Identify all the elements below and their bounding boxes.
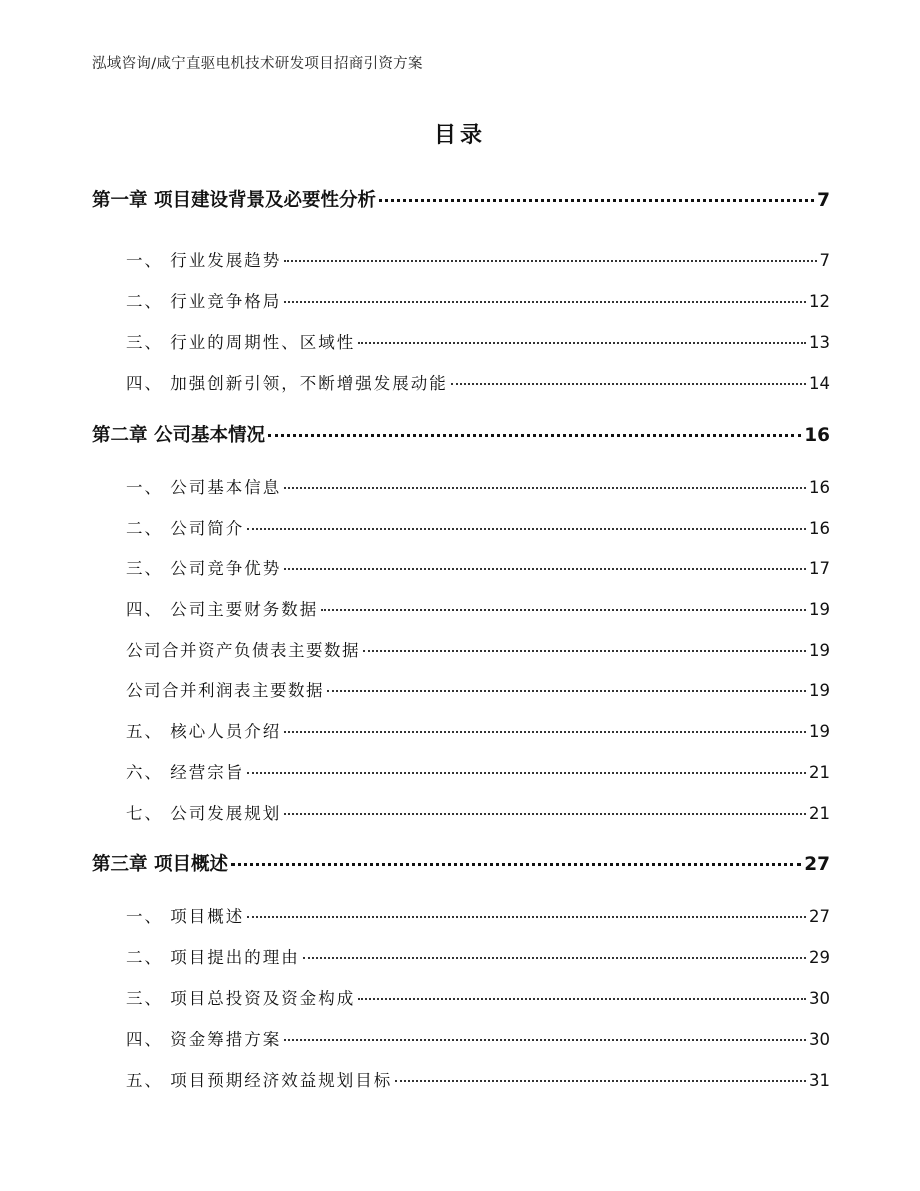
toc-page-number: 19: [809, 641, 830, 660]
toc-section-entry[interactable]: [126, 329, 830, 353]
dot-leader: [327, 690, 806, 692]
toc-entry-label: 三、 项目总投资及资金构成: [126, 989, 356, 1008]
toc-section-entry[interactable]: [126, 474, 830, 498]
dot-leader: [358, 998, 806, 1000]
toc-section-entry[interactable]: [126, 637, 830, 661]
toc-page-number: 30: [809, 1030, 830, 1049]
dot-leader: [284, 813, 806, 815]
toc-section-entry[interactable]: [126, 759, 830, 783]
toc-section-entry[interactable]: [126, 800, 830, 824]
toc-entry-label: 六、 经营宗旨: [126, 763, 245, 782]
toc-title: 目录: [433, 123, 486, 148]
toc-page-number: 31: [809, 1071, 830, 1090]
toc-page-number: 16: [809, 478, 830, 497]
toc-page-number: 21: [809, 804, 830, 823]
toc-page-number: 16: [804, 425, 830, 446]
dot-leader: [268, 434, 801, 437]
toc-chapter-entry[interactable]: [92, 186, 830, 212]
toc-page-number: 19: [809, 681, 830, 700]
toc-entry-label: 第二章 公司基本情况: [92, 425, 265, 446]
toc-entry-label: 四、 加强创新引领，不断增强发展动能: [126, 374, 448, 393]
toc-section-entry[interactable]: [126, 288, 830, 312]
toc-page-number: 14: [809, 374, 830, 393]
toc-entry-label: 一、 项目概述: [126, 907, 245, 926]
toc-section-entry[interactable]: [126, 903, 830, 927]
toc-section-entry[interactable]: [126, 370, 830, 394]
dot-leader: [451, 383, 806, 385]
toc-entry-label: 三、 公司竞争优势: [126, 559, 282, 578]
toc-section-entry[interactable]: [126, 596, 830, 620]
toc-page-number: 7: [819, 251, 830, 270]
dot-leader: [284, 568, 806, 570]
dot-leader: [247, 916, 806, 918]
toc-page-number: 27: [804, 854, 830, 875]
toc-section-entry[interactable]: [126, 718, 830, 742]
toc-entry-label: 四、 公司主要财务数据: [126, 600, 319, 619]
toc-page-number: 13: [809, 333, 830, 352]
dot-leader: [303, 957, 806, 959]
toc-entry-label: 三、 行业的周期性、区域性: [126, 333, 356, 352]
toc-entry-label: 公司合并利润表主要数据: [126, 681, 324, 700]
toc-entry-label: 二、 项目提出的理由: [126, 948, 300, 967]
dot-leader: [284, 260, 816, 262]
toc-entry-label: 第一章 项目建设背景及必要性分析: [92, 190, 376, 211]
dot-leader: [247, 528, 806, 530]
toc-page-number: 17: [809, 559, 830, 578]
toc-section-entry[interactable]: [126, 247, 830, 271]
dot-leader: [231, 863, 801, 866]
toc-page-number: 19: [809, 722, 830, 741]
toc-page-number: 7: [817, 190, 830, 211]
toc-section-entry[interactable]: [126, 555, 830, 579]
toc-page-number: 30: [809, 989, 830, 1008]
dot-leader: [284, 487, 806, 489]
toc-chapter-entry[interactable]: [92, 850, 830, 876]
dot-leader: [321, 609, 806, 611]
toc-page-number: 29: [809, 948, 830, 967]
running-header: 泓域咨询/咸宁直驱电机技术研发项目招商引资方案: [92, 56, 423, 72]
toc-entry-label: 七、 公司发展规划: [126, 804, 282, 823]
toc-page-number: 16: [809, 519, 830, 538]
toc-chapter-entry[interactable]: [92, 421, 830, 447]
dot-leader: [284, 301, 806, 303]
dot-leader: [358, 342, 806, 344]
toc-section-entry[interactable]: [126, 677, 830, 701]
toc-page-number: 19: [809, 600, 830, 619]
toc-entry-label: 第三章 项目概述: [92, 854, 228, 875]
dot-leader: [247, 772, 806, 774]
dot-leader: [395, 1080, 806, 1082]
dot-leader: [284, 731, 806, 733]
toc-page-number: 27: [809, 907, 830, 926]
toc-section-entry[interactable]: [126, 1067, 830, 1091]
toc-entry-label: 一、 行业发展趋势: [126, 251, 282, 270]
dot-leader: [284, 1039, 806, 1041]
toc-entry-label: 公司合并资产负债表主要数据: [126, 641, 360, 660]
dot-leader: [379, 199, 814, 202]
toc-section-entry[interactable]: [126, 1026, 830, 1050]
toc-page-number: 21: [809, 763, 830, 782]
toc-entry-label: 二、 公司简介: [126, 519, 245, 538]
toc-section-entry[interactable]: [126, 944, 830, 968]
toc-entry-label: 一、 公司基本信息: [126, 478, 282, 497]
toc-entry-label: 二、 行业竞争格局: [126, 292, 282, 311]
dot-leader: [363, 650, 806, 652]
toc-entry-label: 四、 资金筹措方案: [126, 1030, 282, 1049]
toc-section-entry[interactable]: [126, 515, 830, 539]
toc-entry-label: 五、 项目预期经济效益规划目标: [126, 1071, 393, 1090]
toc-section-entry[interactable]: [126, 985, 830, 1009]
toc-page-number: 12: [809, 292, 830, 311]
toc-entry-label: 五、 核心人员介绍: [126, 722, 282, 741]
